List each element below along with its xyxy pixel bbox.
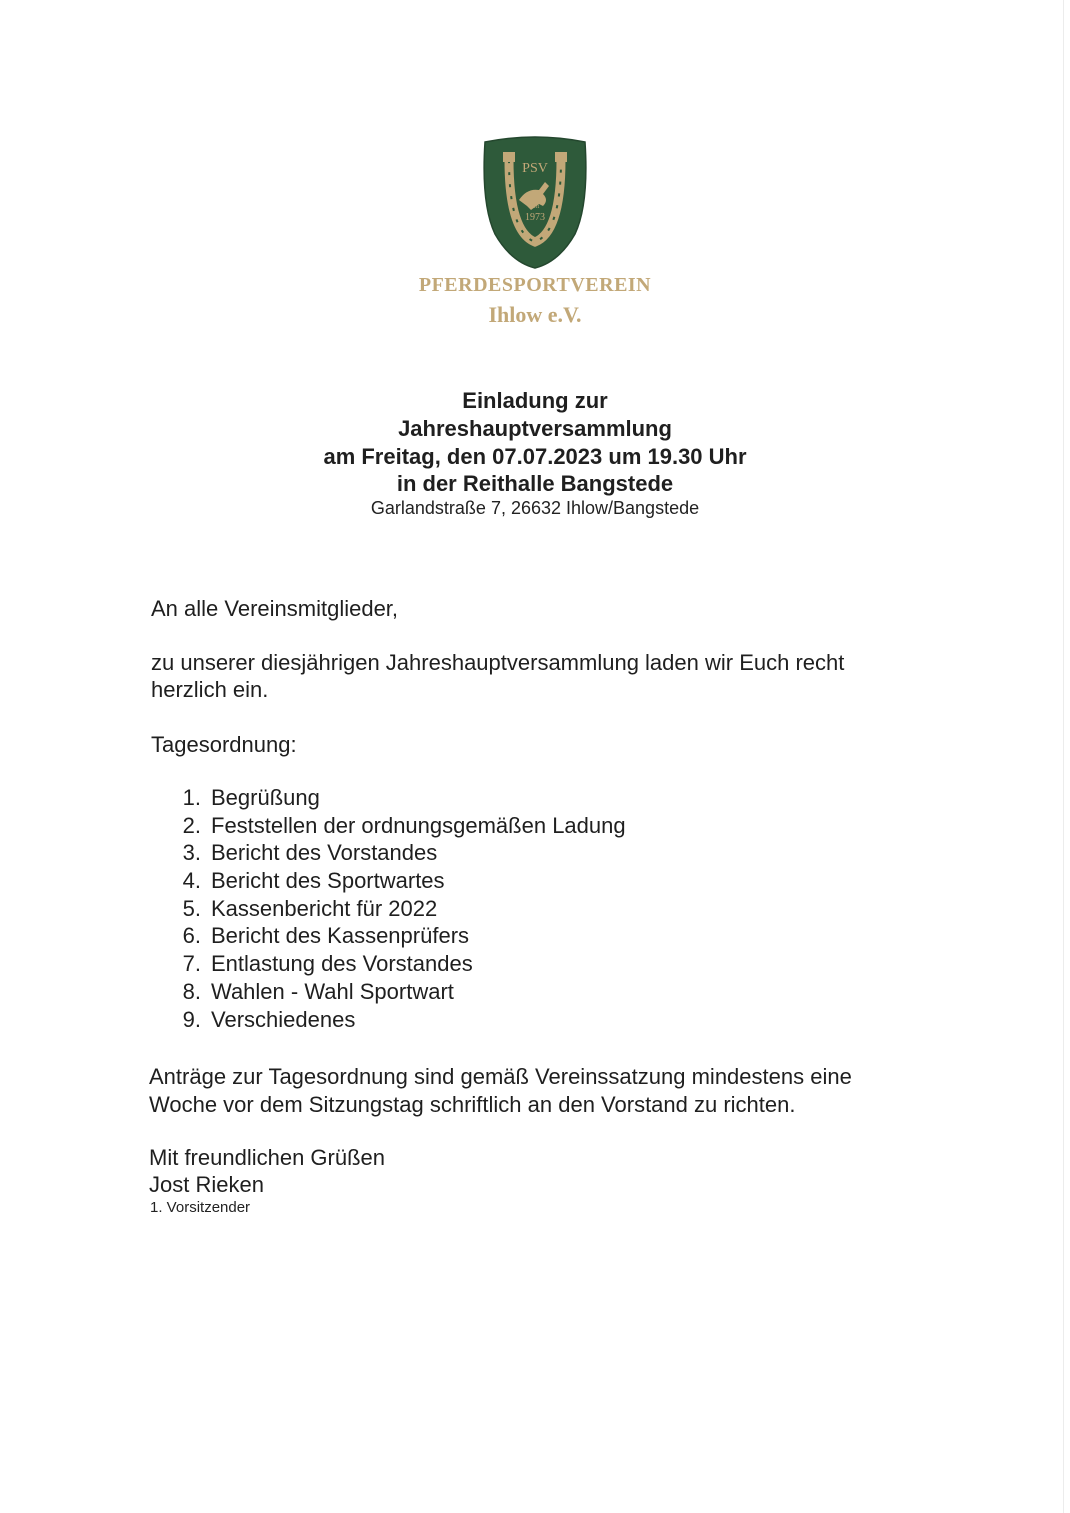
club-crest-logo: [479, 134, 591, 270]
agenda-item-text: Verschiedenes: [211, 1006, 356, 1032]
meeting-name: Jahreshauptversammlung: [398, 416, 672, 441]
agenda-item: [151, 839, 626, 867]
agenda-item-text: Begrüßung: [211, 785, 320, 810]
agenda-item: [151, 1006, 626, 1034]
crest-since-text: seit: [530, 204, 540, 210]
organization-location: Ihlow e.V.: [488, 302, 582, 327]
agenda-item-text: Bericht des Sportwartes: [211, 868, 445, 894]
invitation-title: Einladung zur: [462, 388, 608, 413]
scan-edge: [1063, 0, 1064, 1513]
meeting-date: am Freitag, den 07.07.2023 um 19.30 Uhr: [323, 444, 747, 469]
crest-psv-text: PSV: [522, 161, 548, 176]
agenda-item-number: 8.: [182, 978, 201, 1004]
agenda-item-number: 3.: [182, 840, 201, 866]
agenda-item-number: 7.: [182, 951, 201, 977]
agenda-item-number: 4.: [182, 868, 201, 894]
agenda-item: [151, 784, 626, 812]
agenda-item: [151, 978, 626, 1006]
agenda-item-number: 6.: [182, 923, 201, 949]
signer-name: Jost Rieken: [149, 1172, 264, 1197]
agenda-item-number: 9.: [182, 1006, 201, 1032]
agenda-item-text: Kassenbericht für 2022: [211, 895, 438, 921]
agenda-item: [151, 867, 626, 895]
agenda-item: [151, 922, 626, 950]
agenda-item-number: 5.: [182, 895, 201, 921]
regards: Mit freundlichen Grüßen: [149, 1145, 385, 1170]
venue-address: Garlandstraße 7, 26632 Ihlow/Bangstede: [370, 498, 700, 518]
closing-text-line2: Woche vor dem Sitzungstag schriftlich an den Vorstand zu richten.: [149, 1092, 796, 1117]
greeting: An alle Vereinsmitglieder,: [151, 596, 399, 621]
closing-text-line1: Anträge zur Tagesordnung sind gemäß Vereinssatzung mindestens eine: [149, 1064, 852, 1089]
agenda-item-text: Entlastung des Vorstandes: [211, 951, 473, 977]
intro-text-line2: herzlich ein.: [151, 677, 269, 702]
agenda-title: Tagesordnung:: [151, 732, 297, 757]
crest-year-text: 1973: [525, 212, 545, 223]
meeting-venue: in der Reithalle Bangstede: [396, 471, 674, 496]
agenda-item-text: Wahlen - Wahl Sportwart: [211, 978, 454, 1004]
organization-name: PFERDESPORTVEREIN: [418, 274, 652, 296]
agenda-item-number: 1.: [182, 785, 201, 810]
agenda-item-text: Bericht des Vorstandes: [211, 840, 438, 866]
agenda-list: [151, 784, 626, 1033]
signer-role: 1. Vorsitzender: [150, 1199, 251, 1216]
agenda-item: [151, 950, 626, 978]
agenda-item: [151, 812, 626, 840]
agenda-item: [151, 895, 626, 923]
intro-text-line1: zu unserer diesjährigen Jahreshauptversammlung laden wir Euch recht: [151, 650, 845, 675]
agenda-item-text: Bericht des Kassenprüfers: [211, 923, 470, 949]
agenda-item-number: 2.: [182, 812, 201, 838]
agenda-item-text: Feststellen der ordnungsgemäßen Ladung: [211, 812, 626, 838]
